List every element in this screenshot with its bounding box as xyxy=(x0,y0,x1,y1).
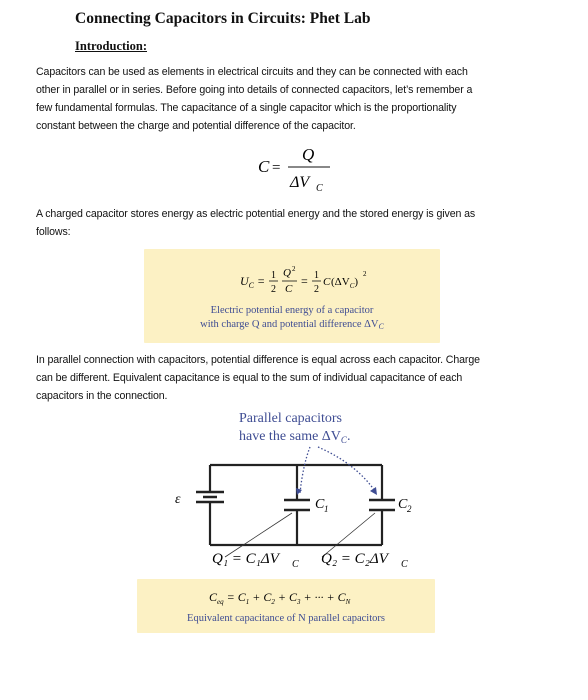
q1-equation: Q₁ = C₁ΔV xyxy=(212,551,279,567)
svg-text:=: = xyxy=(301,274,308,288)
svg-text:2: 2 xyxy=(292,265,296,273)
battery-symbol xyxy=(196,492,224,502)
intro-paragraph xyxy=(36,63,556,135)
c1-sub: 1 xyxy=(324,504,329,514)
caption-line: with charge Q and potential difference ΔVC xyxy=(200,319,384,331)
parallel-circuit-diagram xyxy=(160,445,430,580)
capacitance-equation xyxy=(258,140,338,198)
eq-lhs: C xyxy=(258,157,270,176)
equivalent-formula xyxy=(137,581,435,611)
eq-equals: = xyxy=(272,160,281,176)
same-voltage-arrows xyxy=(300,447,375,493)
caption-line: Electric potential energy of a capacitor xyxy=(210,305,374,316)
c2-sub: 2 xyxy=(407,504,412,514)
eq-numerator: Q xyxy=(302,145,315,164)
energy-caption xyxy=(144,304,440,334)
q1-equation-sub: C xyxy=(292,559,299,570)
svg-text:C: C xyxy=(323,276,331,288)
capacitor-plates xyxy=(284,500,395,510)
text-line: capacitors in the connection. xyxy=(36,390,168,402)
text-line: few fundamental formulas. The capacitance of a single capacitor which is the proportionality xyxy=(36,102,457,114)
q2-equation: Q₂ = C₂ΔV xyxy=(321,551,388,567)
svg-text:Q: Q xyxy=(283,267,291,279)
text-line: Capacitors can be used as elements in electrical circuits and they can be connected with each xyxy=(36,66,468,78)
section-heading: Introduction: xyxy=(75,39,148,53)
svg-text:C: C xyxy=(285,283,293,295)
parallel-paragraph xyxy=(36,351,556,405)
equivalent-capacitance-box xyxy=(137,579,435,633)
q2-equation-sub: C xyxy=(401,559,408,570)
text-line: In parallel connection with capacitors, potential difference is equal across each capacitor. Charge xyxy=(36,354,480,366)
c2-label: C xyxy=(398,497,408,512)
svg-text:(ΔVC): $(\Delta V_C)$ xyxy=(331,276,359,290)
parallel-capacitors-label xyxy=(239,410,350,449)
svg-text:Ceq = C1 + C2 + C3 + ··· + CN: $C_{eq} = C_1 + C_2 + C_3$ + ··· + $C_N$ xyxy=(209,590,351,606)
svg-text:1: 1 xyxy=(314,270,319,281)
svg-text:2: 2 xyxy=(271,284,276,295)
energy-formula-box xyxy=(144,249,440,343)
text-line: constant between the charge and potential difference of the capacitor. xyxy=(36,120,356,132)
text-line: other in parallel or in series. Before going into details of connected capacitors, let’s remember a xyxy=(36,84,473,96)
equivalent-caption: Equivalent capacitance of N parallel capacitors xyxy=(187,613,385,624)
svg-text:2: 2 xyxy=(314,284,319,295)
text-line: A charged capacitor stores energy as electric potential energy and the stored energy is given as xyxy=(36,208,476,220)
eq-denominator: ΔV xyxy=(290,174,310,191)
svg-text:1: 1 xyxy=(271,270,276,281)
energy-formula xyxy=(144,255,440,305)
energy-paragraph xyxy=(36,205,556,241)
svg-text:2: 2 xyxy=(363,270,367,278)
eq-denominator-sub: C xyxy=(316,183,323,194)
svg-text:UC =: $U_C$ = xyxy=(240,274,266,290)
text-line: follows: xyxy=(36,226,71,238)
label-line: have the same $\Delta V_C$. xyxy=(239,429,351,445)
text-line: can be different. Equivalent capacitance is equal to the sum of individual capacitance of each xyxy=(36,372,463,384)
page-title: Connecting Capacitors in Circuits: Phet Lab xyxy=(75,10,371,27)
c1-label: C xyxy=(315,497,325,512)
label-line: Parallel capacitors xyxy=(239,411,343,426)
emf-label: ε xyxy=(175,492,181,507)
